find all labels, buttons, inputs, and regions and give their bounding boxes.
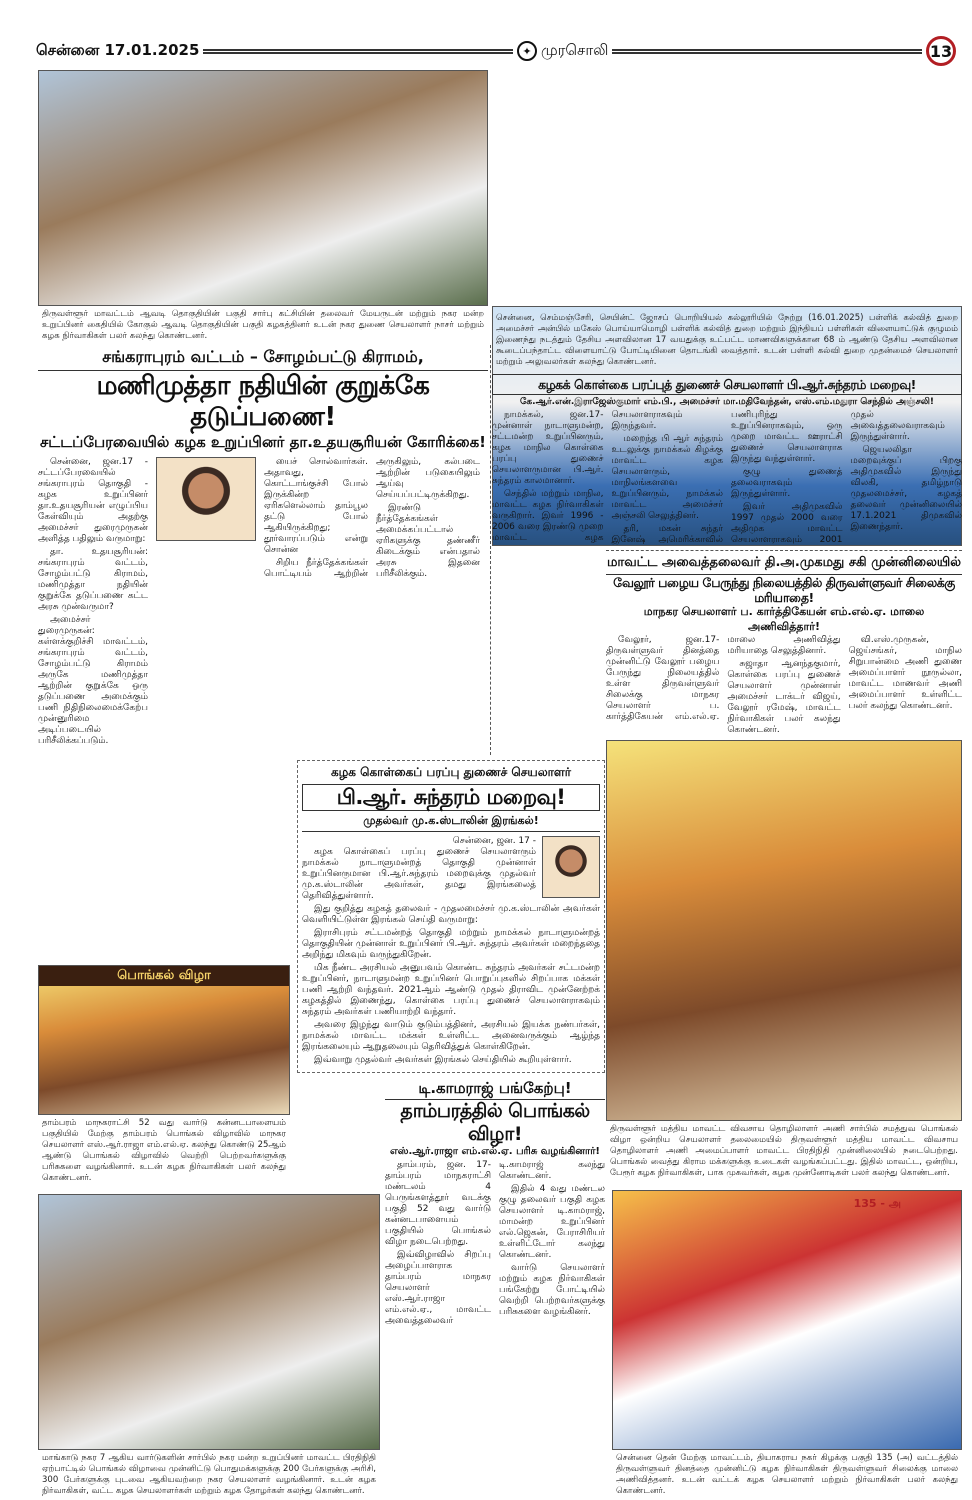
story-columns [38,457,488,749]
paragraph: வார்டு செயலாளர் மற்றும் கழக நிர்வாகிகள் பங்கேற்று போட்டியில் வெற்றி பெற்றவர்களுக்கு பரிசுகளை வழங்கினர். [499,1262,605,1317]
paragraph: ஜெயலலிதா மறைவுக்குப் பிறகு அதிமுகவில் இருந்து விலகி, தமிழ்நாடு முதலமைச்சர், கழகத் தலைவர் முன்னிலையில் 17.1.2021 திமுகவில் இணைந்தார். [850,445,962,532]
box-subhead: முதல்வர் மு.க.ஸ்டாலின் இரங்கல்! [302,814,600,832]
paragraph: மறைந்த பி ஆர் சுந்தரம் உடலுக்கு நாமக்கல் கிழக்கு மாவட்ட கழக செயலாளரும், மாநிலங்களவை உறுப்பினரும், நாமக்கல் மாவட்ட அமைச்சர் அஞ்சலி செலுத்தினர். [611,434,723,521]
paragraph: இராசிபுரம் சட்டமன்றத் தொகுதி மற்றும் நாமக்கல் நாடாளுமன்றத் தொகுதியின் முன்னாள் உறுப்பினர் பி.ஆர். சுந்தரம் அவர்கள் மறைந்ததை அறிந்து மிகவும் வருந்துகிறேன். [302,928,600,961]
page-number: 13 [926,36,956,66]
paragraph: இதில் 4 வது மண்டல குழு தலைவர் பகுதி கழக செயலாளர் டி.காமராஜ், மாமன்ற உறுப்பினர் எல்.ஜெகன், பேராசிரியர் உள்ளிட்டோர் கலந்து கொண்டனர். [499,1183,605,1260]
paragraph: இவ்வாறு முதல்வர் அவர்கள் இரங்கல் செய்தியில் கூறியுள்ளார். [314,1055,572,1066]
photo-caption: தாம்பரம் மாநகராட்சி 52 வது வார்டு கன்னடபாளையம் பகுதியில் மேற்கு தாம்பரம் பொங்கல் விழாவில் மாநகர செயலாளர் எஸ்.ஆர்.ராஜா எம்.எல்.ஏ. கலந்து கொண்டு 25ஆம் ஆண்டு பொங்கல் விழாவில் வெற்றி பெற்றவர்களுக்கு பரிசுகளை வழங்கினார். உடன் கழக நிர்வாகிகள் பலர் கலந்து கொண்டனர். [42,1118,286,1183]
box-body [302,904,600,1066]
pongal-prize-photo [38,965,290,1115]
pongal-banner: பொங்கல் விழா [39,966,289,986]
paragraph: மிக நீண்ட அரசியல் அனுபவம் கொண்ட சுந்தரம் அவர்கள் சட்டமன்ற உறுப்பினர், நாடாளுமன்ற உறுப்பினர் பொறுப்புகளில் சிறப்பாக மக்கள் பணி ஆற்றி வந்தவர். 2021ஆம் ஆண்டு முதல் திராவிட முன்னேற்றக் கழகத்தில் இணைந்து, கொள்கை பரப்பு துணைச் செயலாளராகவும் சுந்தரம் அவர்கள் பணியாற்றி வந்தார். [302,963,600,1018]
masthead [36,36,956,66]
story-headline: வேலூர் பழைய பேருந்து நிலையத்தில் திருவள்ளுவர் சிலைக்கு மரியாதை! [613,575,955,605]
pongal-photo-block [38,965,290,1187]
edition-date: சென்னை 17.01.2025 [36,41,200,59]
story-subhead: மாநகர செயலாளர் ப. கார்த்திகேயன் எம்.எல்.ஏ. மாலை அணிவித்தார்! [643,605,925,633]
condolence-box [297,760,605,1073]
paragraph: தரி, மகன் சுந்தர் இனேஷ் அமெரிக்காவில் பணிபுரிந்து உறுப்பினராகவும், ஒரு முறை மாவட்ட ஊராட்சி துணைச் செயலாளராக இருந்து வந்துள்ளார். [611,410,843,545]
paragraph: சிறிய நீர்த்தேக்கங்கள் பொட்டியம் ஆற்றின் அருகிலும், கல்படை ஆற்றின் படுகையிலும் ஆய்வு செய்யப்பட்டிருக்கிறது. [264,457,480,580]
box-kicker: கழக கொள்கைப் பரப்பு துணைச் செயலாளர் [330,765,572,779]
rule [612,49,922,54]
story-column [38,457,148,749]
rule [203,49,513,54]
paragraph: நாமக்கல், ஜன.17- முன்னாள் நாடாளுமன்ற, சட்டமன்ற உறுப்பினரும், கழக மாநில கொள்கை பரப்பு துணைச் செயலாளருமான பி.ஆர். சுந்தரம் காலமானார். [492,410,604,486]
photo-caption: மாங்காடு நகர 7 ஆகிய வார்டுகளின் சார்பில் நகர மன்ற உறுப்பினர் மாவட்ட பிரதிநிதி ஏற்பாட்டில் பொங்கல் விழாவை முன்னிட்டு பொதுமக்களுக்கு 200 பேர்களுக்கு அரிசி, 300 பேர்களுக்கு புடவை ஆகியவற்றை நகர செயலாளர் வழங்கினார். உடன் கழக நிர்வாகிகள், வட்ட கழக செயலாளர்கள் மற்றும் கழக தோழர்கள் கலந்து கொண்டனர். [42,1453,376,1496]
story-subhead: எஸ்.ஆர்.ராஜா எம்.எல்.ஏ. பரிசு வழங்கினார்! [390,1145,600,1157]
story-column [606,635,962,736]
photo-caption: திருவள்ளூர் மாவட்டம் ஆவடி தொகுதியின் பகுதி சார்பு கட்சியின் தலைவர் மேயருடன் மற்றும் நகர மன்ற உறுப்பினர் கைதியில் கோகுல் ஆவடி தொகுதியின் பகுதி கழகத்தினர் உடன் நகர துணை செயலாளர் நாசர் மற்றும் கழக நிர்வாகிகள் பலர் கலந்து கொண்டனர். [42,309,484,341]
paper-name: முரசொலி [540,41,609,59]
story-kicker: மாவட்ட அவைத்தலைவர் தி.அ.முகமது சகி முன்னிலையில் [606,555,962,575]
rooster-emblem-icon: ✦ [517,41,537,61]
story-kicker: டி.காமராஜ் பங்கேற்பு! [385,1079,605,1100]
paragraph: இரண்டு நீர்த்தேக்கங்கள் அமைக்கப்பட்டால் ஏரிகளுக்கு தண்ணீர் கிடைக்கும் என்பதால் அரசு இதனை பரிசீலிக்கும். [376,503,480,580]
paragraph: இது குறித்து கழகத் தலைவர் - முதலமைச்சர் மு.க.ஸ்டாலின் அவர்கள் வெளியிட்டுள்ள இரங்கல் செய்தி வருமாறு: [302,904,600,926]
sundaram-portrait [542,836,600,898]
box-headline: பி.ஆர். சுந்தரம் மறைவு! [302,784,600,811]
paragraph: யைச் சொல்வார்கள். அதாவது, கொட்டாங்குச்சி போல் இருக்கின்ற ஏரிகளெல்லாம் தாம்பூல தட்டு போல் ஆகியிருக்கிறது; தூர்வாரப்படும் என்று சொன்ன [264,457,368,556]
photo-caption: திருவள்ளூர் மத்திய மாவட்ட விவசாய தொழிலாளர் அணி சார்பில் சமத்துவ பொங்கல் விழா ஒன்றிய செயலாளர் தலைமையில் திருவள்ளூர் மத்திய மாவட்ட விவசாய தொழிலாளர் அணி அமைப்பாளர் மாவட்ட பிரதிநிதி முன்னிலையில் நடைபெற்றது. பொங்கல் வைத்து கிராம மக்களுக்கு உடைகள் வழங்கப்பட்டது. இதில் மாவட்ட, ஒன்றிய, பேரூர் கழக நிர்வாகிகள், பாக முகவர்கள், கழக முன்னோடிகள் பலர் கலந்து கொண்டனர். [610,1124,958,1178]
story-subhead: சட்டப்பேரவையில் கழக உறுப்பினர் தா.உதயசூரியன் கோரிக்கை! [39,433,487,452]
paragraph: அமைச்சர் துரைமுருகன்: கள்ளக்குறிச்சி மாவட்டம், சங்கராபுரம் வட்டம், சோழம்பட்டு கிராமம் அருகே மணிமுத்தா ஆற்றின் குறுக்கே ஒரு தடுப்பணை அமைக்கும் பணி நிதிநிலைமைக்கேற்ப முன்னுரிமை அடிப்படையில் பரிசீலிக்கப்படும். [38,615,148,747]
photo-caption: சென்னை, செம்மஞ்சேரி, செயின்ட் ஜோசப் பொறியியல் கல்லூரியில் நேற்று (16.01.2025) பள்ளிக் கல்வித் துறை அமைச்சர் அன்பில் மகேஸ் பொய்யாமொழி பள்ளிக் கல்வித் துறை மற்றும் இந்தியப் பள்ளிகள் விளையாட்டுக் குழுமம் இணைந்து நடத்தும் தேசிய அளவிலான 17 வயதுக்கு உட்பட்ட மாணவிகளுக்கான 68 ம் ஆண்டு தேசிய அளவிலான கூடைப்பந்தாட்ட விளையாட்டு போட்டியினை தொடங்கி வைத்தார். உடன் பள்ளி கல்வி துறை முதன்மைச் செயலாளர் மற்றும் அலுவலர்கள் கலந்து கொண்டனர். [496,313,958,367]
paragraph: வி.எஸ்.முருகன், ஜெய்சங்கர், மாநில சிறுபான்மை அணி துணை அமைப்பாளர் நூருல்லா, மாவட்ட மாணவர் அணி அமைப்பாளர் உள்ளிட்ட பலர் கலந்து கொண்டனர். [848,635,962,711]
paragraph: இவர் அதிமுகவில் 1997 முதல் 2000 வரை அதிமுக மாவட்ட செயலாளராகவும் 2001 முதல் அவைத்தலைவராகவும் இருந்துள்ளார். [731,410,945,545]
paragraph: அவரை இழந்து வாடும் குடும்பத்தினர், அரசியல் இயக்க நண்பர்கள், நாமக்கல் மாவட்ட மக்கள் உள்ளிட்ட அனைவருக்கும் ஆழ்ந்த இரங்கலையும் ஆறுதலையும் தெரிவித்துக் கொள்கிறேன். [302,1020,600,1053]
photo-caption: சென்னை தென் மேற்கு மாவட்டம், தியாகராய நகர் கிழக்கு பகுதி 135 (அ) வட்டத்தில் திருவள்ளுவர் தினத்தை முன்னிட்டு கழக நிர்வாகிகள் திருவள்ளுவர் சிலைக்கு மாலை அணிவித்தனர். உடன் வட்டக் கழக செயலாளர் மற்றும் நிர்வாகிகள் பலர் கலந்து கொண்டனர். [616,1453,958,1496]
column-divider [490,345,491,755]
story-column [492,410,962,546]
story-headline: கழகக் கொள்கை பரப்புத் துணைச் செயலாளர் பி.ஆர்.சுந்தரம் மறைவு! [492,374,962,395]
statue-photo-block [612,1190,962,1500]
story-subhead: கே.ஆர்.என்.இராஜேஸ்குமார் எம்.பி., அமைச்சர் மா.மதிவேந்தன், எஸ்.எம்.மதுரா செந்தில் அஞ்சலி! [520,397,934,407]
paragraph: வேலூர், ஜன.17- திருவள்ளுவர் தினத்தை முன்னிட்டு வேலூர் பழைய பேருந்து நிலையத்தில் உள்ள திருவள்ளுவர் சிலைக்கு மாநகர செயலாளர் ப. கார்த்திகேயன் எம்.எல்.ஏ. மாலை அணிவித்து மரியாதை செலுத்தினார். [606,635,841,722]
divider [606,550,962,551]
tambaram-story [385,1079,605,1327]
mla-portrait [156,457,256,541]
rice-distribution-photo [38,1194,380,1450]
paragraph: கழக கொள்கைப் பரப்பு துணைச் செயலாளரும் நாமக்கல் நாடாளுமன்றத் தொகுதி முன்னாள் உறுப்பினருமான பி.ஆர்.சுந்தரம் மறைவுக்கு முதல்வர் மு.க.ஸ்டாலின் அவர்கள், தமது இரங்கலைத் தெரிவித்துள்ளார். [302,847,536,902]
photo-banner: 135 - அ [853,1197,901,1210]
paragraph: குழு துணைத் தலைவராகவும் இருந்துள்ளார். [731,467,843,499]
event-photo-avadi [38,70,488,306]
valluvar-tribute-photo [612,1190,962,1450]
story-column [264,457,480,581]
paragraph: தாம்பரம், ஜன. 17- தாம்பரம் மாநகராட்சி மண்டலம் 4 பெருங்களத்தூர் வடக்கு பகுதி 52 வது வார்டு கன்னடபாளையம் பகுதியில் பொங்கல் விழா நடைபெற்றது. [385,1159,491,1247]
dateline: சென்னை, ஜன. 17 - [452,836,536,847]
paragraph: தா. உதயசூரியன்: சங்கராபுரம் வட்டம், சோழம்பட்டு கிராமம், மணிமுத்தா நதியின் குறுக்கே தடுப்பணை கட்ட அரசு முன்வருமா? [38,547,148,613]
dam-story [38,306,488,749]
paper-logo [517,41,609,61]
pongal-celebration-photo [606,740,962,1121]
story-column [385,1160,605,1327]
story-headline: தாம்பரத்தில் பொங்கல் விழா! [400,1100,590,1145]
box-body [302,836,536,904]
paragraph: சுஜாதா ஆனந்தகுமார், கொள்கை பரப்பு துணைச் செயலாளர் முன்னாள் அமைச்சர் டாக்டர் விஜய், வேலூர் ரமேஷ், மாவட்ட நிர்வாகிகள் பலர் கலந்து கொண்டனர். [727,659,841,735]
paragraph: இவ்விழாவில் சிறப்பு அழைப்பாளராக தாம்பரம் மாநகர செயலாளர் எஸ்.ஆர்.ராஜா எம்.எல்.ஏ., மாவட்ட அவைத்தலைவர் டி.காமராஜ் கலந்து கொண்டனர். [385,1159,605,1326]
paragraph: சென்னை, ஜன.17 - சட்டப்பேரவையில் சங்கராபுரம் தொகுதி - கழக உறுப்பினர் தா.உதயசூரியன் எழுப்பிய கேள்வியும் அதற்கு அமைச்சர் துரைமுருகன் அளித்த பதிலும் வருமாறு: [38,457,148,545]
rice-photo-block [38,1194,380,1500]
paragraph: செந்தில் மற்றும் மாநில, மாவட்ட கழக நிர்வாகிகள் வருகிறார். இவர் 1996 - 2006 வரை இரண்டு முறை மாவட்ட கழக செயலாளராகவும் இருந்தவர். [492,410,683,543]
story-kicker: சங்கராபுரம் வட்டம் – சோழம்பட்டு கிராமம், [38,347,488,371]
story-headline: மணிமுத்தா நதியின் குறுக்கே தடுப்பணை! [96,371,430,433]
